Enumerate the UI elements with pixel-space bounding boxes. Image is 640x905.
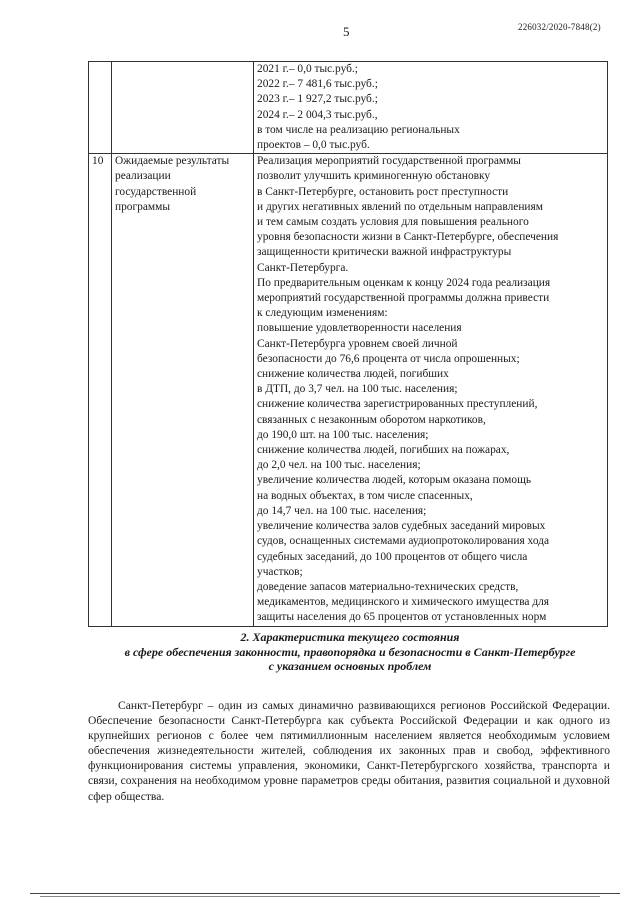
result-line: до 190,0 шт. на 100 тыс. населения; bbox=[257, 428, 429, 441]
funding-line: 2024 г.– 2 004,3 тыс.руб., bbox=[257, 108, 378, 121]
result-line: повышение удовлетворенности населения bbox=[257, 322, 462, 335]
section-body bbox=[88, 698, 610, 804]
result-line: до 2,0 чел. на 100 тыс. населения; bbox=[257, 459, 421, 472]
funding-line: 2022 г.– 7 481,6 тыс.руб.; bbox=[257, 78, 378, 91]
result-line: в ДТП, до 3,7 чел. на 100 тыс. населения; bbox=[257, 383, 458, 396]
scan-edge-line bbox=[40, 896, 600, 897]
result-line: судов, оснащенных системами аудиопротоколирования хода bbox=[257, 535, 550, 548]
row-name-cell bbox=[112, 62, 254, 154]
result-line: защищенности критически важной инфраструктуры bbox=[257, 246, 512, 259]
passport-table bbox=[88, 61, 608, 627]
row-value-cell bbox=[254, 62, 608, 154]
row-name-cell bbox=[112, 154, 254, 626]
result-line: снижение количества людей, погибших на пожарах, bbox=[257, 444, 510, 457]
section-title-line: с указанием основных проблем bbox=[268, 659, 432, 673]
result-line: Санкт-Петербурга. bbox=[257, 261, 349, 274]
result-line: позволит улучшить криминогенную обстановку bbox=[257, 170, 491, 183]
row-name-line: Ожидаемые результаты bbox=[115, 155, 230, 168]
result-line: участков; bbox=[257, 565, 303, 578]
result-line: безопасности до 76,6 процента от числа опрошенных; bbox=[257, 352, 520, 365]
table-row bbox=[89, 62, 608, 154]
funding-line: в том числе на реализацию региональных bbox=[257, 123, 460, 136]
result-line: в Санкт-Петербурге, остановить рост преступности bbox=[257, 185, 509, 198]
result-line: судебных заседаний, до 100 процентов от общего числа bbox=[257, 550, 528, 563]
result-line: до 14,7 чел. на 100 тыс. населения; bbox=[257, 504, 427, 517]
result-line: снижение количества людей, погибших bbox=[257, 368, 449, 381]
funding-line: 2021 г.– 0,0 тыс.руб.; bbox=[257, 63, 358, 75]
result-line: снижение количества зарегистрированных преступлений, bbox=[257, 398, 538, 411]
result-line: увеличение количества залов судебных заседаний мировых bbox=[257, 520, 546, 533]
result-line: доведение запасов материально-технических средств, bbox=[257, 580, 519, 593]
row-name-line: государственной bbox=[115, 185, 197, 198]
row-value-cell bbox=[254, 154, 608, 626]
scan-edge-line bbox=[30, 893, 620, 894]
page-number: 5 bbox=[343, 24, 350, 39]
section-title bbox=[90, 630, 610, 674]
result-line: мероприятий государственной программы должна привести bbox=[257, 292, 550, 305]
funding-line: 2023 г.– 1 927,2 тыс.руб.; bbox=[257, 93, 378, 106]
result-line: и тем самым создать условия для повышения реального bbox=[257, 216, 529, 229]
result-line: к следующим изменениям: bbox=[257, 307, 388, 320]
result-line: связанных с незаконным оборотом наркотиков, bbox=[257, 413, 486, 426]
result-line: медикаментов, медицинского и химического имущества для bbox=[257, 596, 550, 609]
result-line: Санкт-Петербурга уровнем своей личной bbox=[257, 337, 458, 350]
row-number-cell bbox=[89, 62, 112, 154]
paragraph: Санкт-Петербург – один из самых динамично развивающихся регионов Российской Федерации. Обеспечение безопасности Санкт-Петербурга как субъекта Российской Федерации и как одного из крупнейших регионов с более чем пятимиллионным населением является необходимым условием обеспечения жизнедеятельности жителей, соблюдения их законных прав и свобод, эффективного функционирования системы управления, экономики, Санкт-Петербургского хозяйства, транспорта и связи, сохранения на необходимом уровне параметров среды обитания, развития социальной и духовной сфер общества. bbox=[88, 699, 610, 803]
section-title-line: 2. Характеристика текущего состояния bbox=[240, 630, 460, 644]
result-line: Реализация мероприятий государственной программы bbox=[257, 155, 521, 168]
row-name-line: программы bbox=[115, 200, 170, 213]
result-line: По предварительным оценкам к концу 2024 года реализация bbox=[257, 276, 551, 289]
funding-line: проектов – 0,0 тыс.руб. bbox=[257, 139, 370, 152]
table-row bbox=[89, 154, 608, 626]
result-line: на водных объектах, в том числе спасенных, bbox=[257, 489, 473, 502]
result-line: защиты населения до 65 процентов от установленных норм bbox=[257, 611, 547, 624]
row-name-line: реализации bbox=[115, 170, 171, 183]
result-line: увеличение количества людей, которым оказана помощь bbox=[257, 474, 532, 487]
section-title-line: в сфере обеспечения законности, правопорядка и безопасности в Санкт-Петербурге bbox=[124, 644, 576, 659]
document-code: 226032/2020-7848(2) bbox=[518, 22, 601, 32]
result-line: и других негативных явлений по отдельным направлениям bbox=[257, 200, 543, 213]
row-number-cell: 10 bbox=[89, 154, 112, 626]
result-line: уровня безопасности жизни в Санкт-Петербурге, обеспечения bbox=[257, 231, 559, 244]
